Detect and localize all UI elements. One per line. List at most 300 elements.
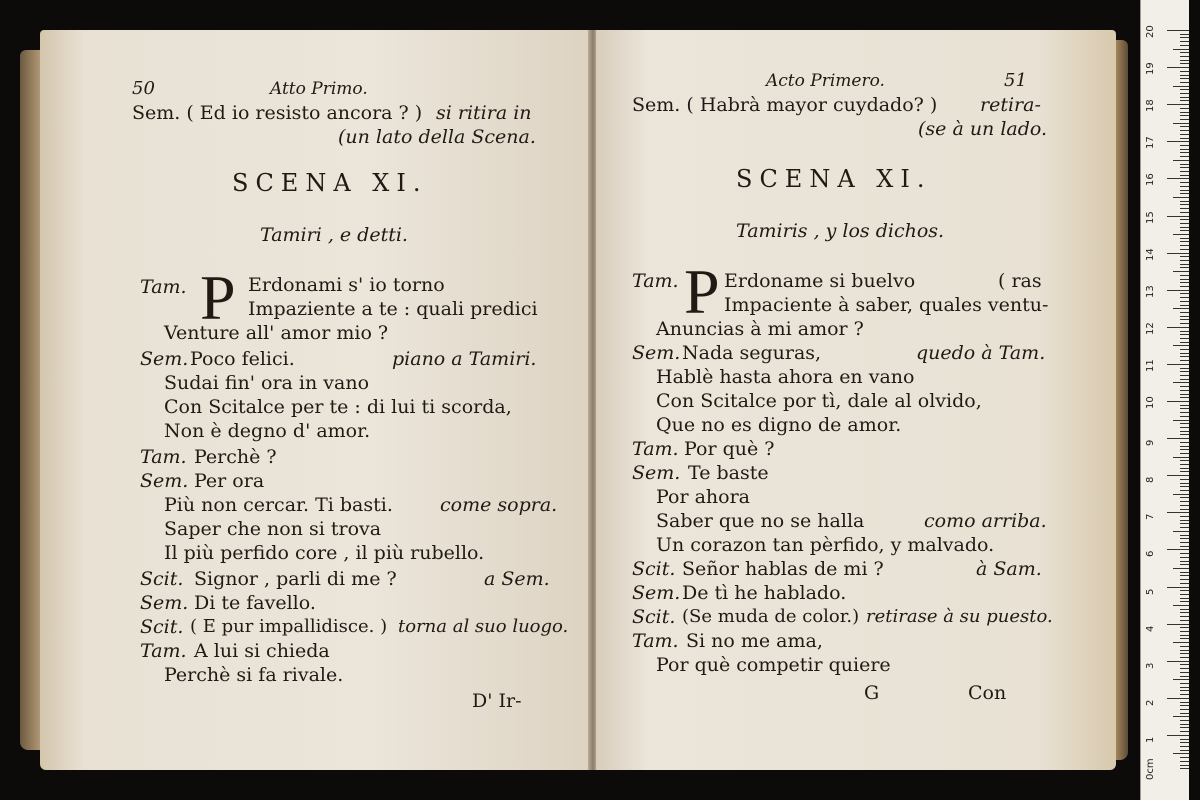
ruler-tick: [1180, 468, 1189, 469]
ruler-tick: [1180, 446, 1189, 447]
ruler-tick: [1180, 598, 1189, 599]
ruler-tick: [1180, 208, 1189, 209]
ruler-tick: [1173, 86, 1189, 87]
ruler-tick: [1180, 93, 1189, 94]
ruler-tick: [1180, 371, 1189, 372]
text-line: Un corazon tan pèrfido, y malvado.: [656, 534, 995, 556]
ruler-tick: [1180, 561, 1189, 562]
ruler-tick: [1173, 308, 1189, 309]
ruler-tick: [1180, 653, 1189, 654]
ruler-tick: [1180, 130, 1189, 131]
text-line: Erdoname si buelvo: [724, 270, 916, 292]
text-line: Sem. ( Ed io resisto ancora ? ): [132, 102, 423, 124]
ruler-tick: [1180, 453, 1189, 454]
ruler-tick: [1180, 638, 1189, 639]
text-line: Sudai fin' ora in vano: [164, 372, 370, 394]
left-page: [40, 30, 592, 770]
ruler-tick: [1180, 612, 1189, 613]
catchword: D' Ir-: [472, 690, 522, 712]
cast-line: Tamiri , e detti.: [260, 224, 408, 246]
text-line: ( E pur impallidisce. ): [190, 616, 388, 637]
ruler-tick: [1180, 449, 1189, 450]
ruler-tick: [1180, 78, 1189, 79]
ruler-tick: [1180, 676, 1189, 677]
ruler-tick: [1180, 219, 1189, 220]
ruler-tick: [1180, 334, 1189, 335]
ruler-tick: [1180, 182, 1189, 183]
ruler-tick: [1180, 397, 1189, 398]
ruler-tick: [1180, 82, 1189, 83]
ruler-tick: [1180, 386, 1189, 387]
ruler-tick: [1180, 683, 1189, 684]
ruler-tick: [1180, 245, 1189, 246]
ruler-tick: [1180, 186, 1189, 187]
ruler-tick: [1180, 690, 1189, 691]
text-line: Que no es digno de amor.: [656, 414, 902, 436]
stage-direction: piano a Tamiri.: [392, 348, 537, 370]
scene-title: SCENA XI.: [736, 165, 932, 193]
speaker-label: Sem.: [632, 582, 681, 604]
ruler-tick: [1167, 624, 1189, 625]
ruler-tick: [1180, 171, 1189, 172]
ruler-label: 15: [1145, 210, 1156, 224]
ruler-tick: [1167, 67, 1189, 68]
ruler-tick: [1167, 698, 1189, 699]
ruler-tick: [1180, 713, 1189, 714]
ruler-tick: [1180, 152, 1189, 153]
ruler-tick: [1173, 457, 1189, 458]
measurement-ruler: [1140, 0, 1189, 800]
ruler-tick: [1180, 579, 1189, 580]
text-line: Con Scitalce por tì, dale al olvido,: [656, 390, 982, 412]
ruler-tick: [1180, 156, 1189, 157]
ruler-tick: [1180, 316, 1189, 317]
ruler-tick: [1180, 190, 1189, 191]
ruler-tick: [1180, 60, 1189, 61]
ruler-tick: [1180, 149, 1189, 150]
ruler-tick: [1180, 297, 1189, 298]
speaker-label: Tam.: [632, 630, 679, 652]
ruler-tick: [1167, 735, 1189, 736]
ruler-tick: [1180, 490, 1189, 491]
ruler-tick: [1180, 412, 1189, 413]
ruler-tick: [1180, 720, 1189, 721]
ruler-tick: [1167, 549, 1189, 550]
speaker-label: Tam.: [140, 276, 187, 298]
ruler-tick: [1173, 605, 1189, 606]
text-line: Con Scitalce per te : di lui ti scorda,: [164, 396, 512, 418]
ruler-tick: [1180, 668, 1189, 669]
ruler-tick: [1180, 601, 1189, 602]
ruler-tick: [1180, 356, 1189, 357]
ruler-tick: [1180, 379, 1189, 380]
ruler-tick: [1180, 145, 1189, 146]
ruler-tick: [1180, 724, 1189, 725]
ruler-tick: [1180, 360, 1189, 361]
ruler-tick: [1180, 479, 1189, 480]
text-line: Venture all' amor mio ?: [164, 322, 389, 344]
ruler-tick: [1180, 564, 1189, 565]
text-line: Por què competir quiere: [656, 654, 891, 676]
ruler-tick: [1180, 527, 1189, 528]
ruler-tick: [1180, 705, 1189, 706]
ruler-tick: [1180, 41, 1189, 42]
stage-direction: come sopra.: [440, 494, 558, 516]
speaker-label: Tam.: [632, 270, 679, 292]
ruler-tick: [1180, 657, 1189, 658]
text-line: Di te favello.: [194, 592, 316, 614]
ruler-tick: [1180, 394, 1189, 395]
ruler-tick: [1167, 587, 1189, 588]
ruler-tick: [1180, 672, 1189, 673]
ruler-tick: [1180, 523, 1189, 524]
ruler-tick: [1180, 204, 1189, 205]
ruler-tick: [1180, 305, 1189, 306]
ruler-tick: [1180, 520, 1189, 521]
ruler-label: 14: [1145, 247, 1156, 261]
ruler-tick: [1180, 167, 1189, 168]
ruler-label: 3: [1145, 662, 1156, 669]
ruler-tick: [1180, 227, 1189, 228]
ruler-tick: [1173, 420, 1189, 421]
speaker-label: Tam.: [140, 446, 187, 468]
ruler-tick: [1180, 646, 1189, 647]
ruler-tick: [1180, 223, 1189, 224]
ruler-tick: [1180, 108, 1189, 109]
ruler-label: 6: [1145, 551, 1156, 558]
ruler-label: 17: [1145, 136, 1156, 150]
ruler-tick: [1180, 664, 1189, 665]
ruler-tick: [1180, 687, 1189, 688]
ruler-tick: [1180, 557, 1189, 558]
speaker-label: Sem.: [632, 342, 681, 364]
text-line: Poco felici.: [190, 348, 295, 370]
ruler-tick: [1180, 572, 1189, 573]
ruler-tick: [1180, 427, 1189, 428]
stage-direction: a Sem.: [484, 568, 550, 590]
ruler-tick: [1180, 286, 1189, 287]
speaker-label: Scit.: [632, 558, 676, 580]
ruler-label: 7: [1145, 513, 1156, 521]
cast-line: Tamiris , y los dichos.: [736, 220, 945, 242]
ruler-tick: [1173, 679, 1189, 680]
ruler-tick: [1180, 405, 1189, 406]
ruler-tick: [1173, 753, 1189, 754]
ruler-tick: [1180, 546, 1189, 547]
ruler-tick: [1180, 193, 1189, 194]
ruler-tick: [1173, 531, 1189, 532]
ruler-tick: [1173, 160, 1189, 161]
stage-direction: retira-: [980, 94, 1041, 116]
ruler-tick: [1180, 267, 1189, 268]
ruler-tick: [1180, 431, 1189, 432]
ruler-label: 12: [1145, 322, 1156, 335]
ruler-tick: [1180, 609, 1189, 610]
text-line: Si no me ama,: [686, 630, 823, 652]
text-line: De tì he hablado.: [682, 582, 847, 604]
ruler-tick: [1180, 464, 1189, 465]
ruler-tick: [1180, 264, 1189, 265]
ruler-tick: [1180, 460, 1189, 461]
text-line: Por què ?: [684, 438, 775, 460]
text-line: Saber que no se halla: [656, 510, 865, 532]
ruler-tick: [1167, 475, 1189, 476]
ruler-tick: [1180, 201, 1189, 202]
ruler-tick: [1180, 353, 1189, 354]
text-line: Impaziente a te : quali predici: [248, 298, 538, 320]
ruler-tick: [1173, 642, 1189, 643]
ruler-tick: [1173, 382, 1189, 383]
ruler-tick: [1180, 138, 1189, 139]
ruler-tick: [1180, 175, 1189, 176]
ruler-tick: [1180, 575, 1189, 576]
ruler-tick: [1173, 49, 1189, 50]
running-head: Acto Primero.: [766, 71, 885, 91]
ruler-tick: [1180, 486, 1189, 487]
ruler-tick: [1180, 483, 1189, 484]
ruler-tick: [1173, 716, 1189, 717]
ruler-tick: [1180, 542, 1189, 543]
ruler-tick: [1180, 590, 1189, 591]
speaker-label: Tam.: [632, 438, 679, 460]
speaker-label: Scit.: [140, 568, 184, 590]
ruler-tick: [1180, 115, 1189, 116]
scene-title: SCENA XI.: [232, 169, 428, 197]
ruler-tick: [1180, 620, 1189, 621]
ruler-tick: [1173, 123, 1189, 124]
speaker-label: Sem.: [140, 348, 189, 370]
ruler-tick: [1180, 230, 1189, 231]
ruler-tick: [1180, 349, 1189, 350]
speaker-label: Tam.: [140, 640, 187, 662]
ruler-tick: [1180, 331, 1189, 332]
ruler-tick: [1180, 342, 1189, 343]
ruler-tick: [1173, 197, 1189, 198]
ruler-tick: [1180, 390, 1189, 391]
ruler-tick: [1173, 234, 1189, 235]
ruler-tick: [1180, 702, 1189, 703]
ruler-tick: [1180, 616, 1189, 617]
drop-cap: P: [200, 262, 236, 333]
ruler-tick: [1180, 119, 1189, 120]
ruler-label: 16: [1145, 173, 1156, 187]
ruler-tick: [1180, 256, 1189, 257]
ruler-tick: [1180, 275, 1189, 276]
ruler-tick: [1167, 401, 1189, 402]
ruler-label: 20: [1145, 25, 1156, 38]
text-line: Por ahora: [656, 486, 750, 508]
ruler-tick: [1180, 323, 1189, 324]
speaker-label: Scit.: [140, 616, 184, 638]
ruler-tick: [1180, 241, 1189, 242]
stage-direction: (se à un lado.: [918, 118, 1048, 140]
ruler-tick: [1180, 594, 1189, 595]
ruler-tick: [1180, 497, 1189, 498]
ruler-label: 10: [1145, 396, 1156, 409]
stage-direction: si ritira in: [436, 102, 532, 124]
ruler-tick: [1180, 112, 1189, 113]
text-line: Te baste: [688, 462, 769, 484]
ruler-tick: [1180, 212, 1189, 213]
ruler-tick: [1180, 731, 1189, 732]
ruler-tick: [1180, 89, 1189, 90]
ruler-tick: [1180, 538, 1189, 539]
ruler-tick: [1180, 408, 1189, 409]
ruler-tick: [1180, 694, 1189, 695]
text-line: Hablè hasta ahora en vano: [656, 366, 915, 388]
ruler-tick: [1167, 178, 1189, 179]
ruler-tick: [1180, 249, 1189, 250]
ruler-label: 18: [1145, 99, 1156, 113]
ruler-tick: [1180, 765, 1189, 766]
text-line: Perchè si fa rivale.: [164, 664, 344, 686]
signature-mark: G: [864, 682, 880, 704]
ruler-tick: [1180, 750, 1189, 751]
ruler-tick: [1180, 768, 1189, 769]
ruler-tick: [1180, 100, 1189, 101]
text-line: Saper che non si trova: [164, 518, 382, 540]
text-line: Impaciente à saber, quales ventu-: [724, 294, 1049, 316]
ruler-tick: [1180, 34, 1189, 35]
ruler-tick: [1180, 56, 1189, 57]
text-line: Più non cercar. Ti basti.: [164, 494, 393, 516]
ruler-tick: [1180, 757, 1189, 758]
text-line: Señor hablas de mi ?: [682, 558, 884, 580]
stage-direction: como arriba.: [924, 510, 1047, 532]
catchword: Con: [968, 682, 1007, 704]
ruler-tick: [1180, 516, 1189, 517]
ruler-tick: [1180, 416, 1189, 417]
ruler-tick: [1173, 568, 1189, 569]
ruler-tick: [1167, 141, 1189, 142]
text-line: Non è degno d' amor.: [164, 420, 371, 442]
ruler-tick: [1180, 631, 1189, 632]
ruler-tick: [1180, 75, 1189, 76]
speaker-label: Sem.: [632, 462, 681, 484]
ruler-tick: [1180, 164, 1189, 165]
ruler-tick: [1180, 375, 1189, 376]
ruler-tick: [1180, 71, 1189, 72]
ruler-tick: [1180, 312, 1189, 313]
right-page: [596, 30, 1116, 770]
ruler-tick: [1180, 368, 1189, 369]
ruler-tick: [1180, 761, 1189, 762]
text-line: (Se muda de color.): [682, 606, 860, 627]
ruler-tick: [1167, 30, 1189, 31]
ruler-tick: [1180, 742, 1189, 743]
text-line: Per ora: [194, 470, 265, 492]
ruler-label: 4: [1145, 625, 1156, 632]
ruler-tick: [1180, 434, 1189, 435]
ruler-tick: [1180, 279, 1189, 280]
ruler-tick: [1180, 727, 1189, 728]
ruler-tick: [1180, 709, 1189, 710]
ruler-tick: [1180, 739, 1189, 740]
text-line: Sem. ( Habrà mayor cuydado? ): [632, 94, 938, 116]
ruler-tick: [1167, 290, 1189, 291]
ruler-tick: [1167, 216, 1189, 217]
ruler-label: 5: [1145, 588, 1156, 595]
ruler-label: 2: [1145, 699, 1156, 706]
text-line: ( ras: [998, 270, 1042, 292]
ruler-label: 19: [1145, 62, 1156, 76]
ruler-label: 0cm: [1145, 758, 1156, 780]
stage-direction: à Sam.: [976, 558, 1042, 580]
ruler-tick: [1180, 442, 1189, 443]
ruler-tick: [1180, 45, 1189, 46]
ruler-tick: [1180, 319, 1189, 320]
text-line: Il più perfido core , il più rubello.: [164, 542, 485, 564]
speaker-label: Sem.: [140, 592, 189, 614]
ruler-tick: [1180, 301, 1189, 302]
ruler-tick: [1180, 293, 1189, 294]
ruler-tick: [1180, 471, 1189, 472]
ruler-label: 11: [1145, 359, 1156, 372]
ruler-tick: [1167, 661, 1189, 662]
speaker-label: Sem.: [140, 470, 189, 492]
ruler-label: 9: [1145, 439, 1156, 447]
ruler-tick: [1180, 553, 1189, 554]
ruler-tick: [1173, 345, 1189, 346]
open-book: [20, 30, 1120, 770]
page-number: 51: [1004, 70, 1027, 91]
stage-direction: quedo à Tam.: [916, 342, 1046, 364]
ruler-tick: [1167, 104, 1189, 105]
ruler-tick: [1180, 63, 1189, 64]
ruler-tick: [1173, 271, 1189, 272]
ruler-tick: [1180, 282, 1189, 283]
ruler-label: 8: [1145, 476, 1156, 484]
ruler-tick: [1167, 364, 1189, 365]
ruler-label: 1: [1145, 736, 1156, 743]
ruler-tick: [1180, 126, 1189, 127]
text-line: Perchè ?: [194, 446, 277, 468]
stage-direction: retirase à su puesto.: [866, 606, 1053, 627]
ruler-tick: [1173, 494, 1189, 495]
stage-direction: torna al suo luogo.: [398, 616, 569, 637]
ruler-tick: [1167, 253, 1189, 254]
page-number: 50: [132, 78, 155, 99]
ruler-tick: [1167, 512, 1189, 513]
ruler-tick: [1180, 505, 1189, 506]
ruler-tick: [1180, 238, 1189, 239]
ruler-tick: [1180, 260, 1189, 261]
ruler-tick: [1180, 535, 1189, 536]
running-head: Atto Primo.: [270, 79, 368, 99]
ruler-label: 13: [1145, 284, 1156, 298]
ruler-tick: [1180, 37, 1189, 38]
ruler-tick: [1180, 583, 1189, 584]
drop-cap: P: [684, 256, 720, 327]
ruler-tick: [1180, 134, 1189, 135]
ruler-tick: [1180, 97, 1189, 98]
ruler-tick: [1167, 327, 1189, 328]
ruler-tick: [1180, 52, 1189, 53]
text-line: Erdonami s' io torno: [248, 274, 445, 296]
speaker-label: Scit.: [632, 606, 676, 628]
text-line: Signor , parli di me ?: [194, 568, 397, 590]
text-line: Nada seguras,: [682, 342, 822, 364]
ruler-tick: [1180, 627, 1189, 628]
ruler-tick: [1180, 501, 1189, 502]
ruler-tick: [1180, 746, 1189, 747]
ruler-tick: [1180, 509, 1189, 510]
text-line: Anuncias à mi amor ?: [656, 318, 864, 340]
ruler-tick: [1180, 338, 1189, 339]
ruler-tick: [1180, 635, 1189, 636]
ruler-tick: [1167, 438, 1189, 439]
ruler-tick: [1180, 423, 1189, 424]
